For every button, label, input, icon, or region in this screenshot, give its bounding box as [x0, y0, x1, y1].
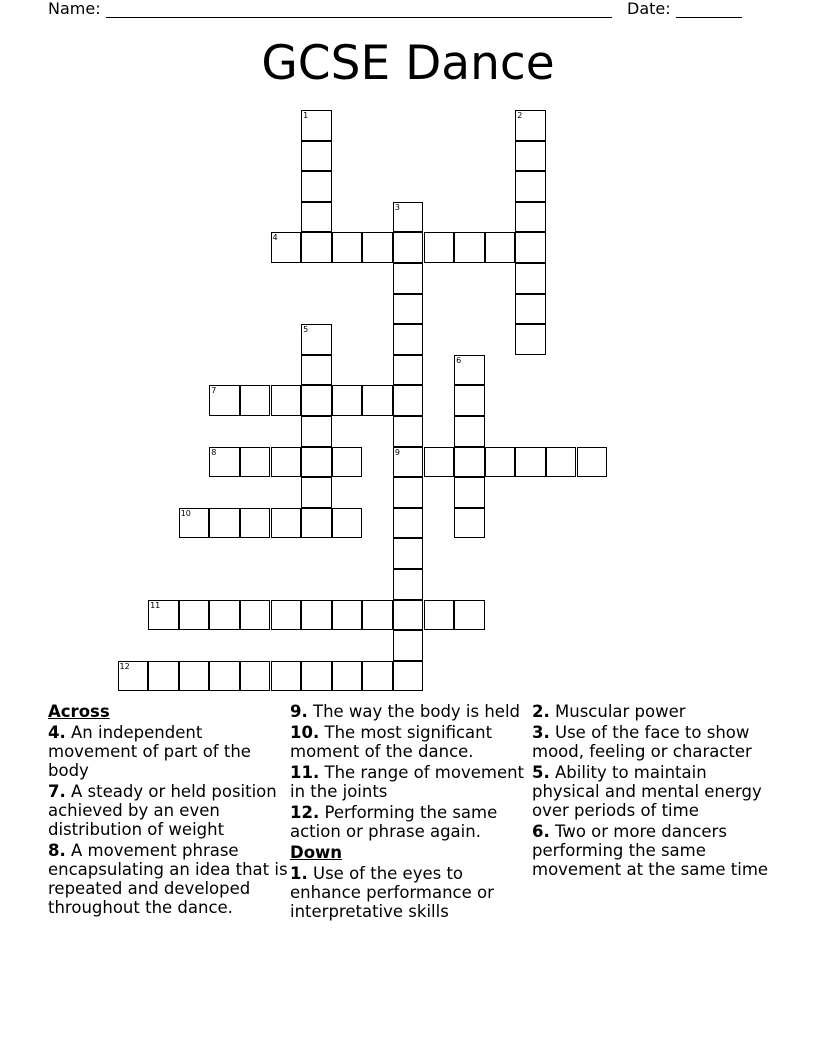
grid-cell[interactable] [515, 294, 546, 325]
cell-number: 11 [150, 600, 161, 610]
clue-across-7 [48, 782, 288, 839]
grid-cell[interactable] [271, 661, 302, 692]
grid-cell[interactable] [332, 508, 363, 539]
across-heading: Across [48, 702, 110, 721]
clue-text: The range of movement in the joints [290, 763, 525, 801]
cell-number: 6 [456, 355, 462, 365]
grid-cell[interactable] [209, 600, 240, 631]
cell-number: 4 [272, 233, 278, 243]
grid-cell[interactable] [485, 232, 516, 263]
grid-cell[interactable] [577, 447, 608, 478]
clue-number: 7. [48, 782, 66, 801]
cell-number: 1 [303, 111, 309, 120]
grid-cell[interactable] [454, 477, 485, 508]
cell-number: 9 [394, 447, 400, 457]
clue-text: Two or more dancers performing the same movement at the same time [532, 822, 769, 879]
clue-text: A movement phrase encapsulating an idea that is repeated and developed throughout the dance. [48, 841, 288, 917]
cell-number: 3 [394, 202, 400, 212]
grid-cell[interactable] [301, 447, 332, 478]
clue-number: 5. [532, 763, 550, 782]
grid-cell[interactable] [301, 416, 332, 447]
grid-cell[interactable] [393, 477, 424, 508]
clue-number: 1. [290, 864, 308, 883]
clue-text: Muscular power [555, 702, 686, 721]
clue-across-8 [48, 841, 288, 917]
clue-across-12 [290, 803, 530, 841]
cell-number: 10 [180, 508, 191, 518]
clue-across-4 [48, 723, 288, 780]
grid-cell[interactable] [362, 232, 393, 263]
cell-number: 8 [211, 447, 217, 457]
grid-cell[interactable] [118, 661, 149, 692]
grid-cell[interactable] [301, 477, 332, 508]
clue-across-10 [290, 723, 530, 761]
grid-cell[interactable] [301, 600, 332, 631]
grid-cell[interactable] [393, 416, 424, 447]
grid-cell[interactable] [209, 447, 240, 478]
grid-cell[interactable] [271, 385, 302, 416]
grid-cell[interactable] [209, 661, 240, 692]
clue-text: An independent movement of part of the body [48, 723, 251, 780]
grid-cell[interactable] [393, 202, 424, 233]
grid-cell[interactable] [515, 232, 546, 263]
grid-cell[interactable] [393, 263, 424, 294]
clue-column-1 [48, 702, 288, 919]
down-heading: Down [290, 843, 343, 862]
clue-down-6 [532, 822, 772, 879]
grid-cell[interactable] [393, 447, 424, 478]
grid-cell[interactable] [485, 447, 516, 478]
grid-cell[interactable] [393, 600, 424, 631]
grid-cell[interactable] [301, 324, 332, 355]
name-label: Name: [48, 0, 101, 18]
clue-across-11 [290, 763, 530, 801]
clue-across-9 [290, 702, 530, 721]
grid-cell[interactable] [301, 385, 332, 416]
grid-cell[interactable] [393, 508, 424, 539]
grid-cell[interactable] [454, 447, 485, 478]
grid-cell[interactable] [179, 508, 210, 539]
clue-down-1 [290, 864, 530, 921]
grid-cell[interactable] [424, 232, 455, 263]
clue-text: The way the body is held [313, 702, 521, 721]
cell-number: 7 [211, 386, 217, 396]
clue-number: 3. [532, 723, 550, 742]
grid-cell[interactable] [301, 202, 332, 233]
grid-cell[interactable] [515, 141, 546, 172]
grid-cell[interactable] [301, 355, 332, 386]
clue-down-2 [532, 702, 772, 721]
grid-cell[interactable] [332, 385, 363, 416]
grid-cell[interactable] [424, 600, 455, 631]
cell-number: 12 [119, 661, 130, 671]
grid-cell[interactable] [332, 447, 363, 478]
grid-cell[interactable] [271, 508, 302, 539]
clue-number: 11. [290, 763, 320, 782]
clue-number: 4. [48, 723, 66, 742]
grid-cell[interactable] [301, 232, 332, 263]
grid-cell[interactable] [393, 630, 424, 661]
grid-cell[interactable] [393, 324, 424, 355]
grid-cell[interactable] [515, 202, 546, 233]
date-label: Date: [627, 0, 671, 18]
grid-cell[interactable] [301, 661, 332, 692]
clue-text: Ability to maintain physical and mental energy over periods of time [532, 763, 762, 820]
grid-cell[interactable] [454, 232, 485, 263]
grid-cell[interactable] [240, 447, 271, 478]
grid-cell[interactable] [454, 600, 485, 631]
grid-cell[interactable] [301, 171, 332, 202]
clue-number: 9. [290, 702, 308, 721]
grid-cell[interactable] [301, 141, 332, 172]
grid-cell[interactable] [240, 508, 271, 539]
clue-text: A steady or held position achieved by an even distribution of weight [48, 782, 277, 839]
grid-cell[interactable] [179, 600, 210, 631]
grid-cell[interactable] [393, 355, 424, 386]
grid-cell[interactable] [454, 385, 485, 416]
grid-cell[interactable] [148, 661, 179, 692]
grid-cell[interactable] [240, 661, 271, 692]
cell-number: 2 [517, 111, 523, 120]
grid-cell[interactable] [515, 324, 546, 355]
clue-number: 12. [290, 803, 320, 822]
grid-cell[interactable] [271, 600, 302, 631]
grid-cell[interactable] [424, 447, 455, 478]
grid-cell[interactable] [393, 232, 424, 263]
grid-cell[interactable] [301, 110, 332, 141]
grid-cell[interactable] [515, 447, 546, 478]
grid-cell[interactable] [209, 508, 240, 539]
grid-cell[interactable] [332, 232, 363, 263]
clue-down-5 [532, 763, 772, 820]
clue-text: Use of the eyes to enhance performance or interpretative skills [290, 864, 494, 921]
grid-cell[interactable] [393, 661, 424, 692]
grid-cell[interactable] [546, 447, 577, 478]
grid-cell[interactable] [271, 232, 302, 263]
grid-cell[interactable] [148, 600, 179, 631]
clue-text: Use of the face to show mood, feeling or character [532, 723, 752, 761]
grid-cell[interactable] [362, 661, 393, 692]
clue-number: 6. [532, 822, 550, 841]
puzzle-title: GCSE Dance [261, 36, 555, 91]
grid-cell[interactable] [393, 294, 424, 325]
cell-number: 5 [303, 325, 309, 335]
grid-cell[interactable] [393, 385, 424, 416]
grid-cell[interactable] [179, 661, 210, 692]
clue-down-3 [532, 723, 772, 761]
grid-cell[interactable] [240, 600, 271, 631]
grid-cell[interactable] [362, 385, 393, 416]
grid-cell[interactable] [332, 661, 363, 692]
clue-number: 10. [290, 723, 320, 742]
clue-text: The most significant moment of the dance. [290, 723, 493, 761]
grid-cell[interactable] [393, 569, 424, 600]
clue-number: 2. [532, 702, 550, 721]
clue-column-2 [290, 702, 530, 923]
grid-cell[interactable] [454, 508, 485, 539]
clue-text: Performing the same action or phrase again. [290, 803, 498, 841]
grid-cell[interactable] [454, 355, 485, 386]
grid-cell[interactable] [515, 171, 546, 202]
grid-cell[interactable] [515, 263, 546, 294]
grid-cell[interactable] [515, 110, 546, 141]
grid-cell[interactable] [271, 447, 302, 478]
grid-cell[interactable] [362, 600, 393, 631]
grid-cell[interactable] [301, 508, 332, 539]
clue-number: 8. [48, 841, 66, 860]
grid-cell[interactable] [393, 538, 424, 569]
grid-cell[interactable] [454, 416, 485, 447]
grid-cell[interactable] [332, 600, 363, 631]
grid-cell[interactable] [209, 385, 240, 416]
clue-column-3 [532, 702, 772, 881]
grid-cell[interactable] [240, 385, 271, 416]
